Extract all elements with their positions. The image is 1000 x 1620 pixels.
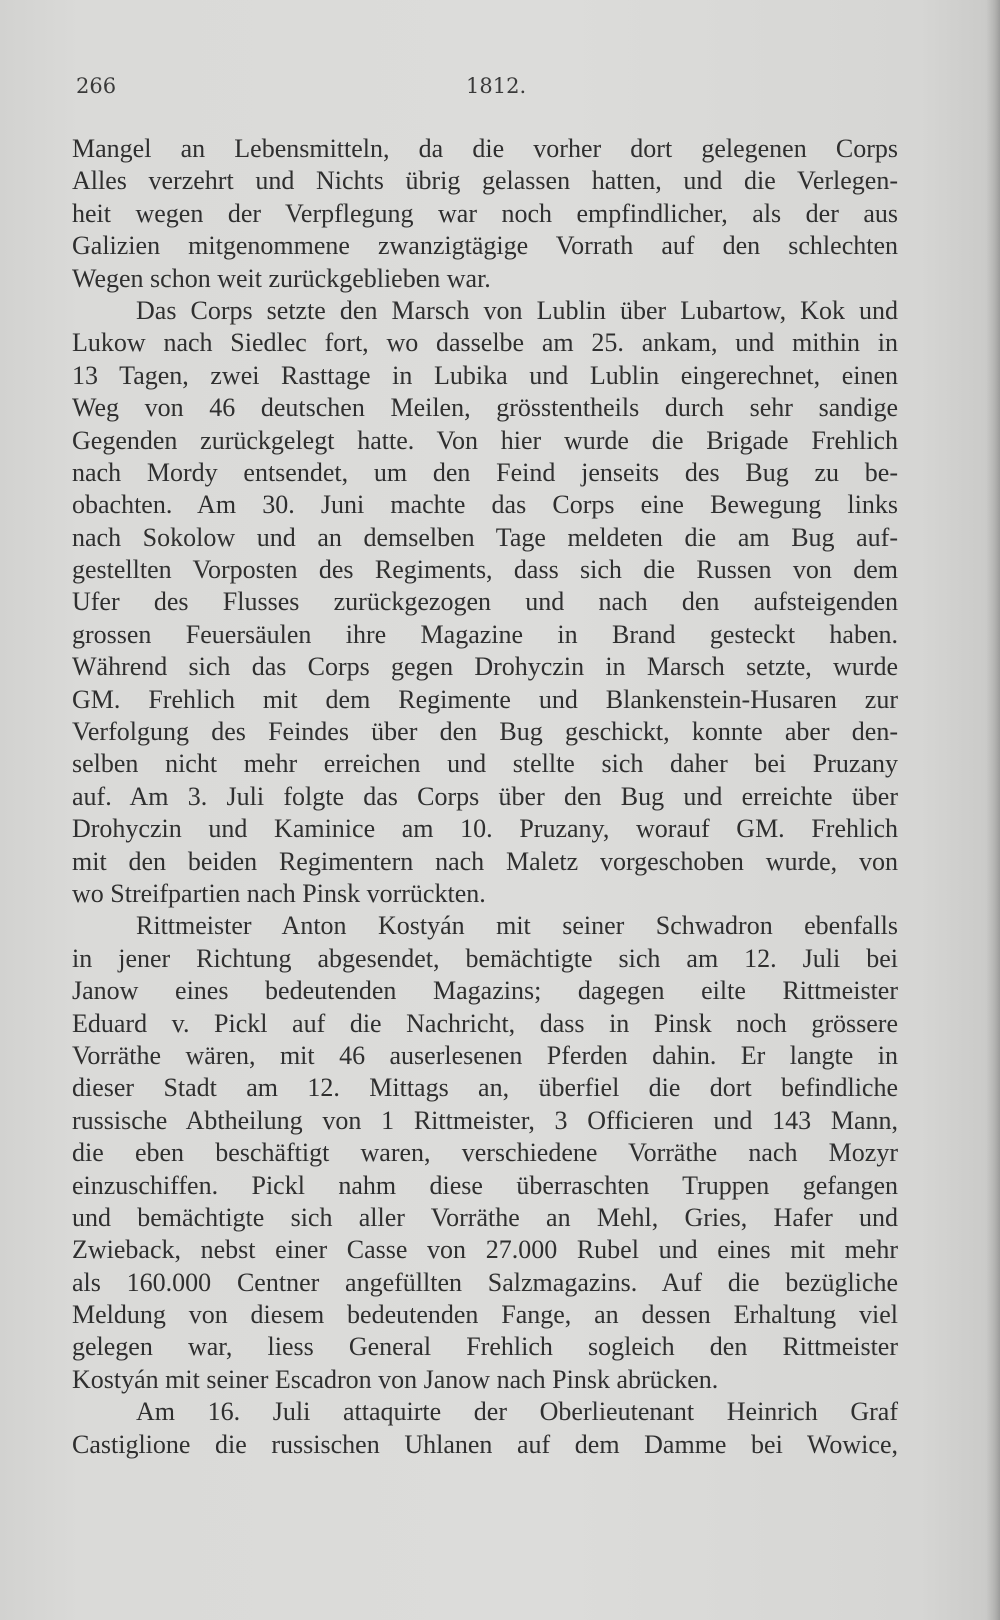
text-line: Vorräthe wären, mit 46 auserlesenen Pferden dahin. Er langte in: [72, 1040, 898, 1070]
text-line: und bemächtigte sich aller Vorräthe an Mehl, Gries, Hafer und: [72, 1202, 898, 1232]
text-line: mit den beiden Regimentern nach Maletz vorgeschoben wurde, von: [72, 846, 898, 876]
page-number: 266: [76, 74, 117, 98]
text-line: grossen Feuersäulen ihre Magazine in Brand gesteckt haben.: [72, 619, 898, 649]
text-line: Am 16. Juli attaquirte der Oberlieutenant Heinrich Graf: [136, 1397, 898, 1427]
text-line: Gegenden zurückgelegt hatte. Von hier wurde die Brigade Frehlich: [72, 425, 898, 455]
text-line: gelegen war, liess General Frehlich sogleich den Rittmeister: [72, 1332, 898, 1362]
text-line: dieser Stadt am 12. Mittags an, überfiel die dort befindliche: [72, 1073, 898, 1103]
paragraph: [72, 295, 898, 910]
text-line: einzuschiffen. Pickl nahm diese überraschten Truppen gefangen: [72, 1170, 898, 1200]
text-line: die eben beschäftigt waren, verschiedene Vorräthe nach Mozyr: [72, 1138, 898, 1168]
text-line: Castiglione die russischen Uhlanen auf dem Damme bei Wowice,: [72, 1429, 898, 1459]
text-line: Kostyán mit seiner Escadron von Janow nach Pinsk abrücken.: [72, 1364, 719, 1394]
text-line: Weg von 46 deutschen Meilen, grösstentheils durch sehr sandige: [72, 393, 898, 423]
paragraph: [72, 133, 898, 295]
page-header: [76, 74, 892, 104]
text-line: Alles verzehrt und Nichts übrig gelassen hatten, und die Verlegen-: [72, 166, 898, 196]
text-line: Während sich das Corps gegen Drohyczin in Marsch setzte, wurde: [72, 652, 898, 682]
text-line: als 160.000 Centner angefüllten Salzmagazins. Auf die bezügliche: [72, 1267, 898, 1297]
text-line: gestellten Vorposten des Regiments, dass sich die Russen von dem: [72, 555, 898, 585]
running-head: 1812.: [466, 74, 527, 98]
text-line: selben nicht mehr erreichen und stellte sich daher bei Pruzany: [72, 749, 898, 779]
text-line: auf. Am 3. Juli folgte das Corps über den Bug und erreichte über: [72, 781, 898, 811]
text-line: nach Mordy entsendet, um den Feind jenseits des Bug zu be-: [72, 457, 898, 487]
text-line: Zwieback, nebst einer Casse von 27.000 Rubel und eines mit mehr: [72, 1235, 898, 1265]
text-line: Meldung von diesem bedeutenden Fange, an dessen Erhaltung viel: [72, 1300, 898, 1330]
text-line: heit wegen der Verpflegung war noch empfindlicher, als der aus: [72, 198, 898, 228]
text-line: Das Corps setzte den Marsch von Lublin über Lubartow, Kok und: [136, 295, 898, 325]
text-line: Mangel an Lebensmitteln, da die vorher dort gelegenen Corps: [72, 134, 898, 163]
text-line: Galizien mitgenommene zwanzigtägige Vorrath auf den schlechten: [72, 231, 898, 261]
text-line: Lukow nach Siedlec fort, wo dasselbe am 25. ankam, und mithin in: [72, 328, 898, 358]
page-edge-shadow: [986, 0, 1000, 1620]
text-line: Wegen schon weit zurückgeblieben war.: [72, 263, 491, 293]
text-line: Verfolgung des Feindes über den Bug geschickt, konnte aber den-: [72, 717, 898, 747]
text-line: 13 Tagen, zwei Rasttage in Lubika und Lublin eingerechnet, einen: [72, 360, 898, 390]
text-line: Eduard v. Pickl auf die Nachricht, dass in Pinsk noch grössere: [72, 1008, 898, 1038]
text-line: russische Abtheilung von 1 Rittmeister, 3 Officieren und 143 Mann,: [72, 1105, 898, 1135]
text-line: Rittmeister Anton Kostyán mit seiner Schwadron ebenfalls: [136, 911, 898, 941]
paragraph: [72, 1396, 898, 1461]
text-line: in jener Richtung abgesendet, bemächtigte sich am 12. Juli bei: [72, 943, 898, 973]
body-text: [72, 133, 898, 1461]
text-line: obachten. Am 30. Juni machte das Corps eine Bewegung links: [72, 490, 898, 520]
text-line: Janow eines bedeutenden Magazins; dagegen eilte Rittmeister: [72, 976, 898, 1006]
paragraph: [72, 910, 898, 1396]
text-line: GM. Frehlich mit dem Regimente und Blankenstein-Husaren zur: [72, 684, 898, 714]
text-line: nach Sokolow und an demselben Tage meldeten die am Bug auf-: [72, 522, 898, 552]
text-line: Ufer des Flusses zurückgezogen und nach den aufsteigenden: [72, 587, 898, 617]
text-line: wo Streifpartien nach Pinsk vorrückten.: [72, 878, 486, 908]
text-line: Drohyczin und Kaminice am 10. Pruzany, worauf GM. Frehlich: [72, 814, 898, 844]
